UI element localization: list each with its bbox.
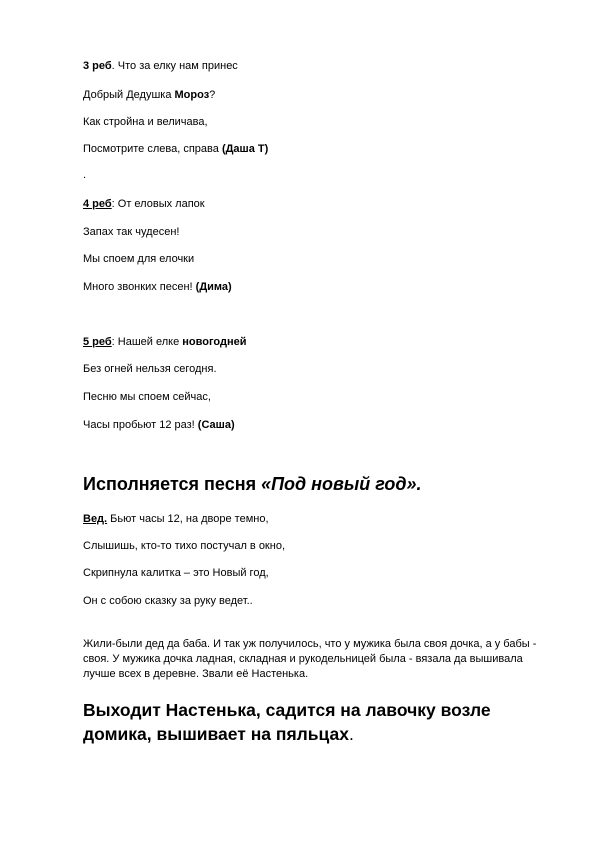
narration-paragraph: Жили-были дед да баба. И так уж получилось, что у мужика была своя дочка, а у бабы - своя. У мужика дочка ладная, складная и рукодельницей была - вязала да вышивала лучше всех в деревне. Звали её Настенька. bbox=[83, 638, 537, 680]
stanza5-line1-bold: новогодней bbox=[182, 336, 247, 348]
stanza4-performer: (Дима) bbox=[195, 281, 232, 293]
stanza3-line2-text: Добрый Дедушка bbox=[83, 89, 175, 101]
song-title: «Под новый год». bbox=[261, 474, 422, 494]
presenter-line3: Скрипнула калитка – это Новый год, bbox=[83, 567, 269, 579]
stanza5-speaker: 5 реб bbox=[83, 336, 112, 348]
stanza3-line2-bold: Мороз bbox=[174, 89, 210, 101]
stanza5-line3: Песню мы споем сейчас, bbox=[83, 391, 211, 403]
presenter-line4: Он с собою сказку за руку ведет.. bbox=[83, 595, 253, 607]
stanza3-line4-text: Посмотрите слева, справа bbox=[83, 143, 222, 155]
presenter-speaker: Вед. bbox=[83, 513, 108, 525]
action-heading-dot: . bbox=[349, 724, 354, 744]
action-heading-text: Выходит Настенька, садится на лавочку возле домика, вышивает на пяльцах bbox=[83, 700, 491, 744]
stanza5-line1 bbox=[83, 336, 247, 349]
presenter-line2: Слышишь, кто-то тихо постучал в окно, bbox=[83, 540, 285, 552]
stanza3-dot: . bbox=[83, 169, 87, 181]
stanza4-line4-text: Много звонких песен! bbox=[83, 281, 196, 293]
stanza4-line4 bbox=[83, 281, 232, 294]
stanza3-line2-end: ? bbox=[209, 89, 216, 101]
stanza4-speaker: 4 реб bbox=[83, 198, 112, 210]
stanza3-line3: Как стройна и величава, bbox=[83, 116, 208, 128]
stanza4-line1 bbox=[83, 198, 205, 211]
stanza5-line4-text: Часы пробьют 12 раз! bbox=[83, 419, 198, 431]
stanza3-performer: (Даша Т) bbox=[221, 143, 269, 155]
stanza3-line1-text: . Что за елку нам принес bbox=[111, 60, 238, 72]
song-heading-text: Исполняется песня bbox=[83, 474, 262, 494]
stanza5-line4 bbox=[83, 419, 235, 432]
stanza3-line4 bbox=[83, 143, 268, 156]
stanza5-line1-text: : Нашей елке bbox=[111, 336, 183, 348]
action-heading bbox=[83, 698, 563, 746]
stanza4-line2: Запах так чудесен! bbox=[83, 226, 180, 238]
stanza4-line1-text: : От еловых лапок bbox=[111, 198, 205, 210]
presenter-line1-text: Бьют часы 12, на дворе темно, bbox=[107, 513, 269, 525]
stanza5-performer: (Саша) bbox=[197, 419, 235, 431]
stanza3-speaker: 3 реб bbox=[83, 60, 112, 72]
stanza4-line3: Мы споем для елочки bbox=[83, 253, 195, 265]
stanza3-line1 bbox=[83, 60, 238, 73]
stanza5-line2: Без огней нельзя сегодня. bbox=[83, 363, 217, 375]
presenter-line1 bbox=[83, 513, 269, 526]
song-heading bbox=[83, 473, 422, 495]
stanza3-line2 bbox=[83, 89, 215, 102]
